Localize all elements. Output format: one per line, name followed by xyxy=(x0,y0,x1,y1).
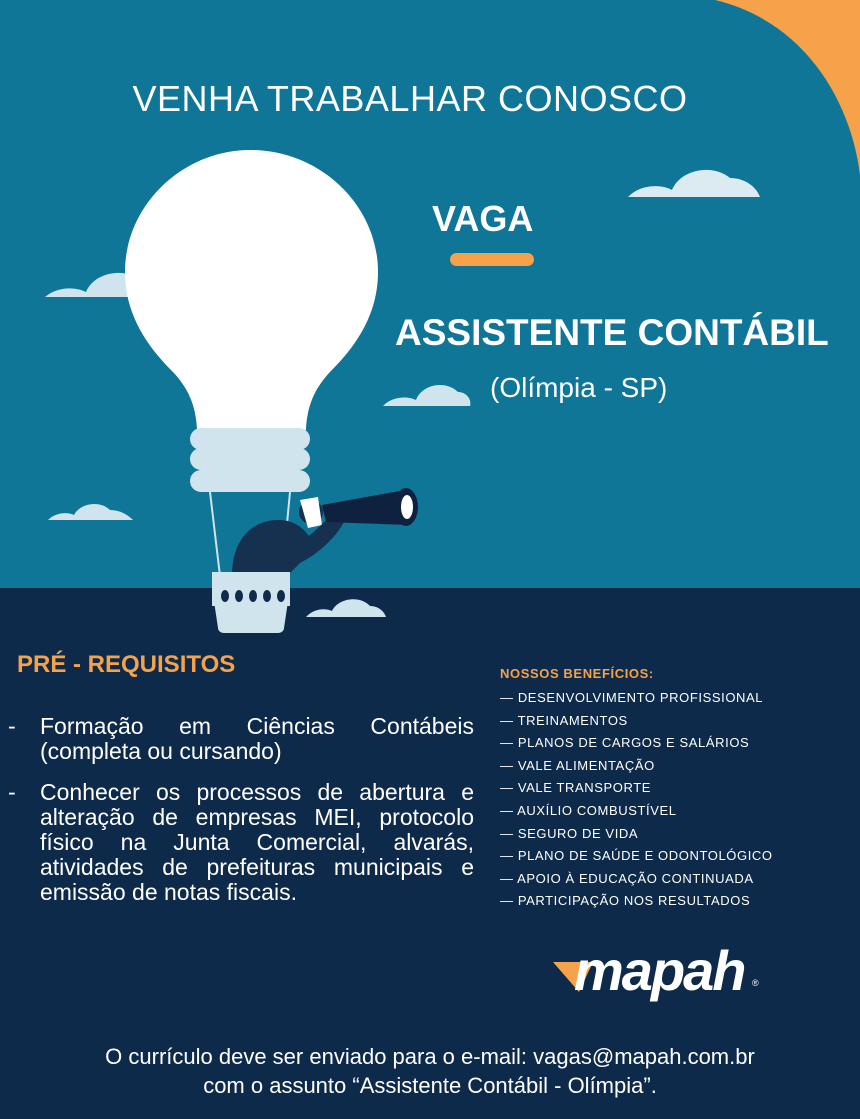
benefits-title: NOSSOS BENEFÍCIOS: xyxy=(500,666,654,681)
cloud-icon xyxy=(628,170,760,197)
balloon-basket-lower xyxy=(212,588,290,634)
benefit-text: PLANOS DE CARGOS E SALÁRIOS xyxy=(517,735,750,751)
vacancy-label: VAGA xyxy=(432,198,534,239)
person-with-telescope-icon xyxy=(232,488,418,575)
benefit-text: PLANO DE SAÚDE E ODONTOLÓGICO xyxy=(517,848,773,864)
registered-mark: ® xyxy=(752,978,759,988)
benefit-item: — AUXÍLIO COMBUSTÍVEL xyxy=(500,802,677,818)
balloon-basket-icon xyxy=(212,572,290,588)
benefit-item: — TREINAMENTOS xyxy=(500,712,628,728)
job-location: (Olímpia - SP) xyxy=(490,372,668,403)
requirement-text: Conhecer os processos de abertura e alteração de empresas MEI, protocolo físico na Junta Comercial, alvarás, atividades de prefeituras municipais e emissão de notas fiscais. xyxy=(40,779,474,905)
requirement-item xyxy=(8,714,474,764)
benefit-item: — VALE ALIMENTAÇÃO xyxy=(500,757,655,773)
benefit-text: VALE TRANSPORTE xyxy=(517,780,652,796)
benefit-item: — DESENVOLVIMENTO PROFISSIONAL xyxy=(500,690,764,705)
footer-instructions xyxy=(0,1042,860,1100)
requirement-text: Formação em Ciências Contábeis (completa ou cursando) xyxy=(40,713,474,764)
bullet-dash: - xyxy=(8,713,16,739)
footer-line-1: O currículo deve ser enviado para o e-mail: vagas@mapah.com.br xyxy=(105,1044,755,1069)
job-title: ASSISTENTE CONTÁBIL xyxy=(395,312,829,353)
benefit-text: DESENVOLVIMENTO PROFISSIONAL xyxy=(517,690,764,705)
benefit-text: APOIO À EDUCAÇÃO CONTINUADA xyxy=(517,870,754,886)
page-headline: VENHA TRABALHAR CONOSCO xyxy=(132,78,688,119)
cloud-icon xyxy=(48,504,133,520)
benefit-item: — PLANO DE SAÚDE E ODONTOLÓGICO xyxy=(500,848,773,864)
benefit-item: — PLANOS DE CARGOS E SALÁRIOS xyxy=(500,735,750,751)
bullet-dash: - xyxy=(8,779,16,805)
mapah-logo: mapah xyxy=(574,939,745,1002)
benefit-item: — PARTICIPAÇÃO NOS RESULTADOS xyxy=(500,893,751,909)
requirement-item xyxy=(8,780,474,905)
accent-divider xyxy=(450,253,534,266)
cloud-icon xyxy=(383,385,470,406)
cloud-icon xyxy=(300,588,390,620)
benefit-text: SEGURO DE VIDA xyxy=(517,825,639,841)
benefit-item: — SEGURO DE VIDA xyxy=(500,825,639,841)
benefit-item: — VALE TRANSPORTE xyxy=(500,780,652,796)
requirements-list xyxy=(8,714,474,921)
benefit-text: TREINAMENTOS xyxy=(517,712,628,728)
benefits-list xyxy=(500,690,773,916)
benefit-text: AUXÍLIO COMBUSTÍVEL xyxy=(517,802,677,818)
benefit-item: — APOIO À EDUCAÇÃO CONTINUADA xyxy=(500,870,754,886)
footer-line-2: com o assunto “Assistente Contábil - Olímpia”. xyxy=(203,1073,657,1098)
benefit-text: VALE ALIMENTAÇÃO xyxy=(517,757,655,773)
requirements-title: PRÉ - REQUISITOS xyxy=(17,651,236,678)
benefit-text: PARTICIPAÇÃO NOS RESULTADOS xyxy=(517,893,751,909)
